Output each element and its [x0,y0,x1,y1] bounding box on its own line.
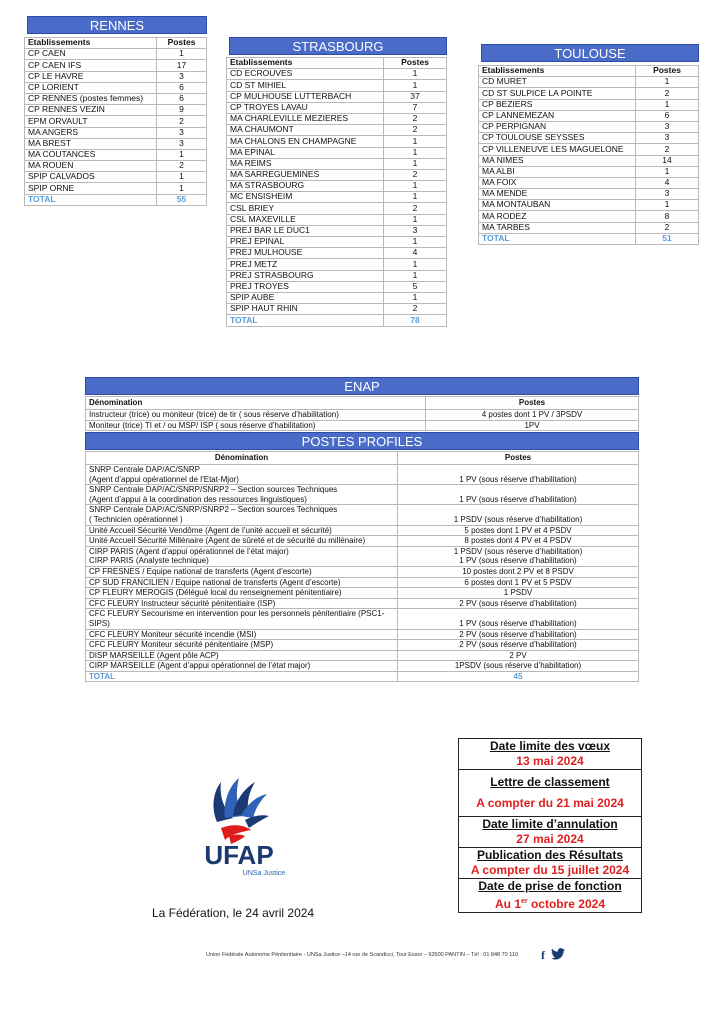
denomination-cell: CFC FLEURY Moniteur sécurité pénitentiaire (MSP) [86,640,398,651]
establishment-cell: CP RENNES (postes femmes) [25,93,157,104]
posts-cell: 1 [636,200,699,211]
denomination-cell: CIRP PARIS (Agent d’appui opérationnel de l’état major) CIRP PARIS (Analyste technique) [86,546,398,566]
denomination-cell: SNRP Centrale DAP/AC/SNRP/SNRP2 – Section sources Techniques ( Technicien opérationnel ) [86,505,398,525]
posts-cell: 2 [636,88,699,99]
establishment-cell: SPIP HAUT RHIN [227,304,384,315]
results-label: Publication des Résultats [476,848,624,862]
posts-cell: 2 [384,169,447,180]
table-row [227,237,447,248]
table-row [479,189,699,200]
establishment-cell: MA MENDE [479,189,636,200]
total-row [227,315,447,326]
posts-cell: 1 [384,147,447,158]
table-row [479,155,699,166]
table-row [25,49,207,60]
posts-cell: 3 [636,133,699,144]
posts-cell: 4 [636,177,699,188]
table-row [227,69,447,80]
posts-cell: 1 PSDV (sous réserve d’habilitation) 1 PV (sous réserve d’habilitation) [398,546,639,566]
table-row [227,259,447,270]
establishment-cell: SPIP ORNE [25,183,157,194]
posts-cell: 1 [384,158,447,169]
table-row [227,136,447,147]
ranking-cell [459,770,642,817]
table-row [227,192,447,203]
establishment-cell: MA FOIX [479,177,636,188]
posts-cell: 37 [384,91,447,102]
establishment-cell: MA EPINAL [227,147,384,158]
table-row [227,80,447,91]
establishment-cell: CD ST SULPICE LA POINTE [479,88,636,99]
posts-cell: 5 [384,281,447,292]
table-row [479,77,699,88]
col-establishment: Etablissements [479,66,636,77]
establishment-cell: MA CHARLEVILLE MEZIERES [227,113,384,124]
twitter-icon[interactable] [551,948,565,960]
table-row [479,200,699,211]
table-row [227,214,447,225]
table-row [479,88,699,99]
table-row [479,211,699,222]
enap-table [85,396,639,431]
table-row [86,536,639,547]
posts-cell: 2 [157,116,207,127]
posts-cell: 1 [636,166,699,177]
posts-cell: 1 PV (sous réserve d’habilitation) [398,609,639,629]
logo-subtitle: UNSa Justice [242,870,286,877]
table-row [479,110,699,121]
strasbourg-header: STRASBOURG [229,37,447,55]
col-establishment: Etablissements [227,58,384,69]
table-row [25,149,207,160]
table-row [479,144,699,155]
establishment-cell: CSL BRIEY [227,203,384,214]
posts-cell: 4 postes dont 1 PV / 3PSDV [426,410,639,421]
establishment-cell: PREJ METZ [227,259,384,270]
establishment-cell: PREJ BAR LE DUC1 [227,225,384,236]
posts-cell: 17 [157,60,207,71]
col-name: Dénomination [86,452,398,465]
posts-cell: 2 PV (sous réserve d’habilitation) [398,629,639,640]
establishment-cell: CP LORIENT [25,82,157,93]
table-row [25,82,207,93]
start-date-suffix: octobre 2024 [527,897,605,911]
posts-cell: 10 postes dont 2 PV et 8 PSDV [398,566,639,577]
table-row [227,203,447,214]
col-posts: Postes [426,397,639,410]
logo-wordmark: UFAP [204,840,274,870]
table-row [86,566,639,577]
table-row [86,640,639,651]
dove-icon [184,762,294,880]
table-row [25,71,207,82]
col-posts: Postes [636,66,699,77]
posts-cell: 6 postes dont 1 PV et 5 PSDV [398,577,639,588]
posts-cell: 1 [384,270,447,281]
profiles-table [85,451,639,682]
table-row [479,121,699,132]
establishment-cell: MC ENSISHEIM [227,192,384,203]
posts-cell: 1 [384,214,447,225]
total-value: 78 [384,315,447,326]
col-posts: Postes [157,38,207,49]
start-label: Date de prise de fonction [478,879,622,893]
establishment-cell: MA STRASBOURG [227,181,384,192]
table-row [25,138,207,149]
table-row [479,222,699,233]
posts-cell: 2 [384,304,447,315]
posts-cell: 1 [157,49,207,60]
total-value: 45 [398,671,639,682]
posts-cell: 6 [636,110,699,121]
posts-cell: 4 [384,248,447,259]
posts-cell: 1 [384,259,447,270]
total-row [479,233,699,244]
posts-cell: 1 PV (sous réserve d’habilitation) [398,465,639,485]
start-date-sup: er [521,898,528,905]
posts-cell: 2 [384,203,447,214]
posts-cell: 6 [157,82,207,93]
toulouse-header: TOULOUSE [481,44,699,62]
table-row [86,485,639,505]
table-row [227,181,447,192]
establishment-cell: PREJ MULHOUSE [227,248,384,259]
posts-cell: 1 [384,181,447,192]
table-row [25,161,207,172]
table-row [479,99,699,110]
total-value: 55 [157,194,207,205]
posts-cell: 1 PSDV (sous réserve d’habilitation) [398,505,639,525]
table-row [86,465,639,485]
denomination-cell: CFC FLEURY Secourisme en intervention pour les personnels pénitentiaire (PSC1-SIPS) [86,609,398,629]
results-date: A compter du 15 juillet 2024 [470,863,630,877]
establishment-cell: CP PERPIGNAN [479,121,636,132]
ranking-label: Lettre de classement [490,775,610,789]
table-row [86,661,639,672]
denomination-cell: SNRP Centrale DAP/AC/SNRP (Agent d’appui opérationnel de l’Etat-Mjor) [86,465,398,485]
posts-cell: 2 [384,113,447,124]
table-row [86,588,639,599]
ufap-logo [184,762,294,880]
table-row [86,410,639,421]
col-establishment: Etablissements [25,38,157,49]
posts-cell: 2 [636,144,699,155]
posts-cell: 5 postes dont 1 PV et 4 PSDV [398,525,639,536]
establishment-cell: MA CHAUMONT [227,125,384,136]
establishment-cell: MA COUTANCES [25,149,157,160]
total-label: TOTAL [479,233,636,244]
denomination-cell: CIRP MARSEILLE (Agent d’appui opérationnel de l’état major) [86,661,398,672]
table-row [86,650,639,661]
establishment-cell: PREJ EPINAL [227,237,384,248]
facebook-icon[interactable]: f [541,948,545,962]
table-row [227,248,447,259]
denomination-cell: CFC FLEURY Moniteur sécurité incendie (MSI) [86,629,398,640]
establishment-cell: MA MONTAUBAN [479,200,636,211]
table-row [227,281,447,292]
denomination-cell: Unité Accueil Sécurité Millénaire (Agent de sûreté et de sécurité du millénaire) [86,536,398,547]
table-row [227,158,447,169]
posts-cell: 1 [384,136,447,147]
strasbourg-table [226,57,447,327]
col-posts: Postes [398,452,639,465]
establishment-cell: CSL MAXEVILLE [227,214,384,225]
establishment-cell: PREJ TROYES [227,281,384,292]
rennes-table [24,37,207,206]
establishment-cell: MA TARBES [479,222,636,233]
posts-cell: 3 [636,189,699,200]
posts-cell: 2 [636,222,699,233]
cancel-date: 27 mai 2024 [516,832,584,846]
denomination-cell: Unité Accueil Sécurité Vendôme (Agent de l’unité accueil et sécurité) [86,525,398,536]
start-date-prefix: Au 1 [494,897,521,911]
rennes-header: RENNES [27,16,207,34]
table-row [86,609,639,629]
footer-address: Union Fédérale Autonome Pénitentiaire - UNSa Justice –14 rue de Scandicci, Tour Essor – 93500 PANTIN – Tél : 01 848 70 110 [205,952,519,958]
table-row [227,102,447,113]
table-row [227,270,447,281]
denomination-cell: SNRP Centrale DAP/AC/SNRP/SNRP2 – Section sources Techniques (Agent d’appui à la coordination des ressources linguistiques) [86,485,398,505]
total-row [86,671,639,682]
establishment-cell: CP BEZIERS [479,99,636,110]
denomination-cell: DISP MARSEILLE (Agent pôle ACP) [86,650,398,661]
posts-cell: 3 [636,121,699,132]
signature: La Fédération, le 24 avril 2024 [152,906,315,920]
table-row [25,60,207,71]
establishment-cell: MA CHALONS EN CHAMPAGNE [227,136,384,147]
establishment-cell: CP LANNEMEZAN [479,110,636,121]
denomination-cell: CP FRESNES / Equipe national de transferts (Agent d’escorte) [86,566,398,577]
table-row [25,172,207,183]
col-posts: Postes [384,58,447,69]
total-label: TOTAL [25,194,157,205]
posts-cell: 3 [384,225,447,236]
denomination-cell: CP FLEURY MEROGIS (Délégué local du renseignement pénitentiaire) [86,588,398,599]
posts-cell: 6 [157,93,207,104]
posts-cell: 1 [636,77,699,88]
start-cell [459,879,642,913]
establishment-cell: CP CAEN IFS [25,60,157,71]
posts-cell: 2 [157,161,207,172]
table-row [479,133,699,144]
establishment-cell: CP TOULOUSE SEYSSES [479,133,636,144]
establishment-cell: CP CAEN [25,49,157,60]
toulouse-table [478,65,699,245]
start-date [459,894,641,912]
total-value: 51 [636,233,699,244]
total-label: TOTAL [227,315,384,326]
results-cell [459,848,642,879]
posts-cell: 7 [384,102,447,113]
enap-header: ENAP [85,377,639,395]
table-row [86,598,639,609]
posts-cell: 9 [157,105,207,116]
denomination-cell: CP SUD FRANCILIEN / Equipe national de transferts (Agent d’escorte) [86,577,398,588]
establishment-cell: MA SARREGUEMINES [227,169,384,180]
ranking-date: A compter du 21 mai 2024 [476,796,624,810]
table-row [86,629,639,640]
table-row [86,420,639,431]
establishment-cell: MA ROUEN [25,161,157,172]
table-row [25,105,207,116]
table-row [86,525,639,536]
posts-cell: 1 [157,183,207,194]
table-row [86,505,639,525]
table-row [86,577,639,588]
posts-cell: 1 [384,292,447,303]
establishment-cell: CP VILLENEUVE LES MAGUELONE [479,144,636,155]
table-row [227,225,447,236]
table-row [227,147,447,158]
cancel-label: Date limite d’annulation [482,817,618,831]
posts-cell: 3 [157,127,207,138]
table-row [25,93,207,104]
establishment-cell: MA NIMES [479,155,636,166]
total-label: TOTAL [86,671,398,682]
table-row [25,116,207,127]
social-links [541,948,565,963]
denomination-cell: CFC FLEURY Instructeur sécurité pénitentiaire (ISP) [86,598,398,609]
posts-cell: 2 PV (sous réserve d’habilitation) [398,640,639,651]
posts-cell: 1 [636,99,699,110]
table-row [227,292,447,303]
table-row [479,166,699,177]
vows-date: 13 mai 2024 [516,754,584,768]
establishment-cell: CD MURET [479,77,636,88]
establishment-cell: CD ECROUVES [227,69,384,80]
table-row [227,304,447,315]
establishment-cell: CD ST MIHIEL [227,80,384,91]
denomination-cell: Instructeur (trice) ou moniteur (trice) de tir ( sous réserve d’habilitation) [86,410,426,421]
table-row [227,91,447,102]
vows-label: Date limite des vœux [489,739,611,753]
cancel-cell [459,817,642,848]
posts-cell: 8 postes dont 4 PV et 4 PSDV [398,536,639,547]
establishment-cell: SPIP AUBE [227,292,384,303]
posts-cell: 8 [636,211,699,222]
establishment-cell: SPIP CALVADOS [25,172,157,183]
posts-cell: 1 [384,237,447,248]
table-row [227,125,447,136]
posts-cell: 1 [384,69,447,80]
posts-cell: 1 [384,192,447,203]
posts-cell: 14 [636,155,699,166]
table-row [86,546,639,566]
establishment-cell: MA REIMS [227,158,384,169]
posts-cell: 3 [157,71,207,82]
establishment-cell: CP MULHOUSE LUTTERBACH [227,91,384,102]
establishment-cell: PREJ STRASBOURG [227,270,384,281]
schedule-box [458,738,642,913]
profiles-header: POSTES PROFILES [85,432,639,450]
establishment-cell: CP LE HAVRE [25,71,157,82]
posts-cell: 3 [157,138,207,149]
establishment-cell: MA ANGERS [25,127,157,138]
total-row [25,194,207,205]
posts-cell: 2 PV (sous réserve d’habilitation) [398,598,639,609]
posts-cell: 1 [157,172,207,183]
table-row [227,113,447,124]
establishment-cell: CP TROYES LAVAU [227,102,384,113]
establishment-cell: MA ALBI [479,166,636,177]
establishment-cell: EPM ORVAULT [25,116,157,127]
table-row [25,183,207,194]
establishment-cell: MA BREST [25,138,157,149]
posts-cell: 1 [384,80,447,91]
establishment-cell: MA RODEZ [479,211,636,222]
vows-cell [459,739,642,770]
table-row [479,177,699,188]
table-row [227,169,447,180]
posts-cell: 1PV [426,420,639,431]
col-name: Dénomination [86,397,426,410]
posts-cell: 1 PSDV [398,588,639,599]
table-row [25,127,207,138]
posts-cell: 1PSDV (sous réserve d’habilitation) [398,661,639,672]
posts-cell: 2 PV [398,650,639,661]
denomination-cell: Moniteur (trice) TI et / ou MSP/ ISP ( sous réserve d’habilitation) [86,420,426,431]
posts-cell: 1 [157,149,207,160]
posts-cell: 1 PV (sous réserve d’habilitation) [398,485,639,505]
posts-cell: 2 [384,125,447,136]
establishment-cell: CP RENNES VEZIN [25,105,157,116]
